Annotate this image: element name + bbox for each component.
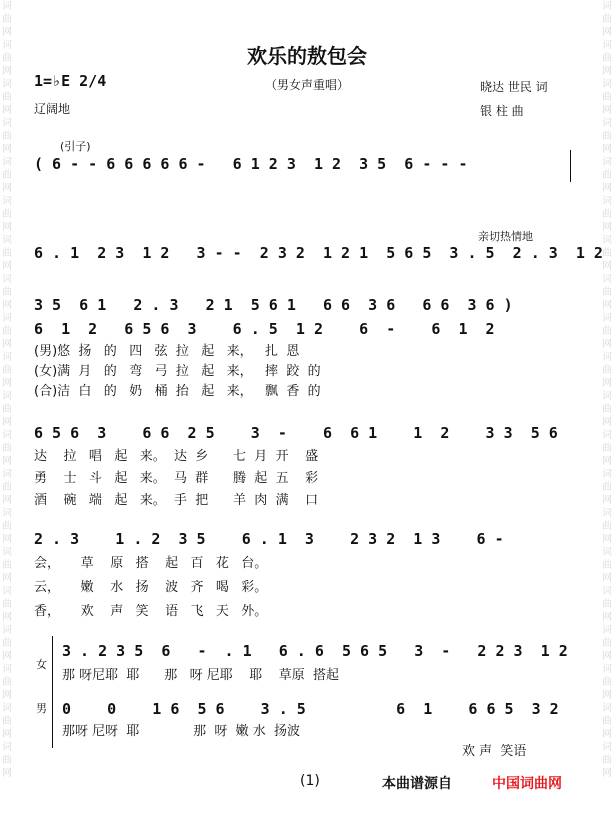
barline bbox=[570, 150, 571, 182]
score-line-6: 2 . 3 1 . 2 3 5 6 . 1 3 2 3 2 1 3 6 - bbox=[34, 530, 504, 548]
score-line-5: 6 5 6 3 6 6 2 5 3 - 6 6 1 1 2 3 3 5 6 bbox=[34, 424, 558, 442]
score-line-8: 0 0 1 6 5 6 3 . 5 6 1 6 6 5 3 2 bbox=[62, 700, 559, 718]
page-number: (1) bbox=[300, 773, 320, 789]
system-brace bbox=[52, 636, 53, 748]
composer-credit: 银 柱 曲 bbox=[480, 104, 524, 118]
score-line-4: 6 1 2 6 5 6 3 6 . 5 1 2 6 - 6 1 2 bbox=[34, 320, 495, 338]
score-line-7: 3 . 2 3 5 6 - . 1 6 . 6 5 6 5 3 - 2 2 3 1 2 bbox=[62, 642, 568, 660]
voice-label-male: 男 bbox=[36, 702, 47, 715]
voice-label-female: 女 bbox=[36, 658, 47, 671]
watermark-right: 词曲网词曲网词曲网词曲网词曲网词曲网词曲网词曲网词曲网词曲网词曲网词曲网词曲网词曲网词曲网词曲网词曲网词曲网词曲网词曲网 bbox=[602, 1, 612, 779]
lyrics-line-4c: (合)洁 白 的 奶 桶 抬 起 来， 飘 香 的 bbox=[34, 384, 321, 399]
score-line-2: 6 . 1 2 3 1 2 3 - - 2 3 2 1 2 1 5 6 5 3 . 5 2 . 3 1 2 bbox=[34, 244, 603, 262]
lyrics-line-4b: (女)满 月 的 弯 弓 拉 起 来， 摔 跤 的 bbox=[34, 364, 321, 379]
lyrics-line-6a: 会， 草 原 搭 起 百 花 台。 bbox=[34, 556, 268, 571]
lyrics-line-8b: 欢 声 笑语 bbox=[462, 744, 527, 759]
lyricist-credit: 晓达 世民 词 bbox=[480, 80, 548, 94]
lyrics-line-6b: 云， 嫩 水 扬 波 齐 喝 彩。 bbox=[34, 580, 268, 595]
score-line-1: ( 6 - - 6 6 6 6 6 - 6 1 2 3 1 2 3 5 6 - - - bbox=[34, 155, 468, 173]
source-text: 本曲谱源自 bbox=[382, 776, 452, 792]
lyrics-line-6c: 香， 欢 声 笑 语 飞 天 外。 bbox=[34, 604, 268, 619]
site-link[interactable]: 中国词曲网 bbox=[492, 776, 562, 792]
song-title: 欢乐的敖包会 bbox=[247, 44, 367, 68]
lyrics-line-7: 那 呀尼耶 耶 那 呀 尼耶 耶 草原 搭起 bbox=[62, 668, 340, 683]
watermark-left: 词曲网词曲网词曲网词曲网词曲网词曲网词曲网词曲网词曲网词曲网词曲网词曲网词曲网词曲网词曲网词曲网词曲网词曲网词曲网词曲网 bbox=[2, 1, 12, 779]
key-signature: 1=♭E 2/4 bbox=[34, 72, 107, 90]
lyrics-line-5a: 达 拉 唱 起 来。 达 乡 七 月 开 盛 bbox=[34, 449, 319, 464]
lyrics-line-5b: 勇 士 斗 起 来。 马 群 腾 起 五 彩 bbox=[34, 471, 319, 486]
score-line-3: 3 5 6 1 2 . 3 2 1 5 6 1 6 6 3 6 6 6 3 6 ) bbox=[34, 296, 513, 314]
song-subtitle: （男女声重唱） bbox=[264, 78, 349, 92]
tempo-style: 辽阔地 bbox=[34, 102, 71, 116]
lyrics-line-8a: 那呀 尼呀 耶 那 呀 嫩 水 扬波 bbox=[62, 724, 301, 739]
expression-mark: 亲切热情地 bbox=[478, 230, 533, 243]
intro-label: (引子) bbox=[60, 140, 91, 153]
lyrics-line-5c: 酒 碗 端 起 来。 手 把 羊 肉 满 口 bbox=[34, 493, 319, 508]
lyrics-line-4a: (男)悠 扬 的 四 弦 拉 起 来， 扎 恩 bbox=[34, 344, 300, 359]
